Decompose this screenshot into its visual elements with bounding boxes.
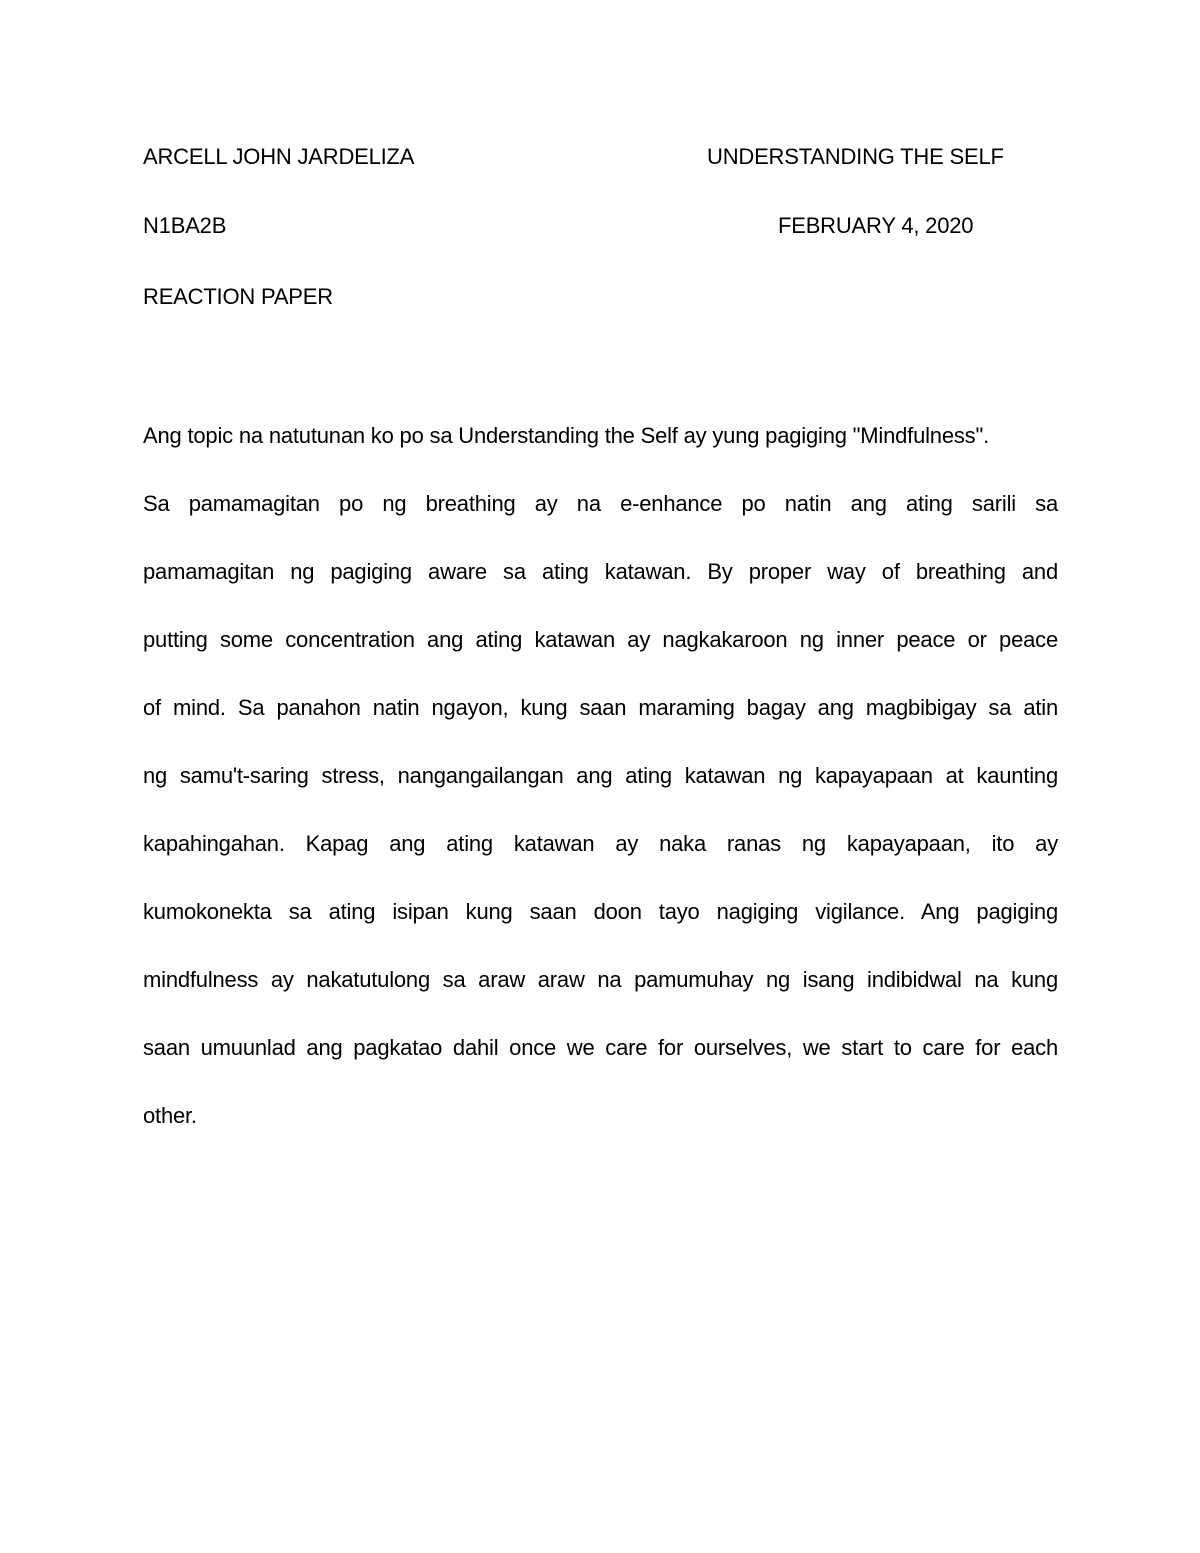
paragraph-line: other.	[143, 1103, 197, 1128]
paragraph-line: pamamagitan ng pagiging aware sa ating katawan. By proper way of breathing and	[143, 559, 1058, 584]
paragraph-line: Sa pamamagitan po ng breathing ay na e-enhance po natin ang ating sarili sa	[143, 491, 1058, 516]
document-date: FEBRUARY 4, 2020	[778, 213, 974, 238]
paragraph-line: kapahingahan. Kapag ang ating katawan ay naka ranas ng kapayapaan, ito ay	[143, 831, 1058, 856]
course-title: UNDERSTANDING THE SELF	[707, 144, 1004, 169]
paragraph-line: of mind. Sa panahon natin ngayon, kung saan maraming bagay ang magbibigay sa atin	[143, 695, 1058, 720]
document-title: REACTION PAPER	[143, 284, 333, 309]
paragraph-line: kumokonekta sa ating isipan kung saan doon tayo nagiging vigilance. Ang pagiging	[143, 899, 1058, 924]
paragraph-line: saan umuunlad ang pagkatao dahil once we care for ourselves, we start to care for each	[143, 1035, 1058, 1060]
paragraph-line: Ang topic na natutunan ko po sa Understanding the Self ay yung pagiging "Mindfulness".	[143, 423, 989, 448]
paragraph-line: putting some concentration ang ating katawan ay nagkakaroon ng inner peace or peace	[143, 627, 1058, 652]
paragraph-line: mindfulness ay nakatutulong sa araw araw na pamumuhay ng isang indibidwal na kung	[143, 967, 1058, 992]
paragraph-line: ng samu't-saring stress, nangangailangan ang ating katawan ng kapayapaan at kaunting	[143, 763, 1058, 788]
section-code: N1BA2B	[143, 213, 227, 238]
reaction-paragraph	[143, 418, 1058, 1166]
student-name: ARCELL JOHN JARDELIZA	[143, 144, 415, 169]
